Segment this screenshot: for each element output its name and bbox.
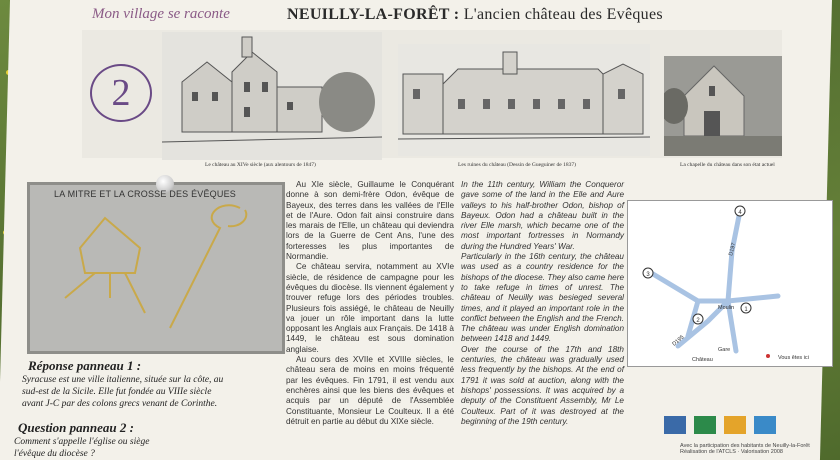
map-roads <box>628 201 832 366</box>
question-line: l'évêque du diocèse ? <box>14 449 95 459</box>
place-label: Château <box>692 357 713 363</box>
answer-line: avant J-C par des colons grecs venant de Corinthe. <box>22 399 218 409</box>
caption-castle-14th: Le château au XIVe siècle (aux alentours de 1847) <box>205 162 316 168</box>
footer-line: Avec la participation des habitants de Neuilly-la-Forêt <box>680 443 810 449</box>
map-legend: Vous êtes ici <box>778 355 809 361</box>
english-paragraph: Over the course of the 17th and 18th centuries, the château was gradually used less frequently by the bishops. At the end of 1791 it was sold at auction, along with the bishops' possessions. It was acquired by a deputy of the Constituent Assembly, Mr Le Coulteux. Part of it was destroyed at the beginning of the 19th century. <box>461 344 624 426</box>
location-map <box>627 200 833 367</box>
french-text-column <box>286 180 454 427</box>
logo-icon <box>694 416 716 434</box>
castle-14th-century-drawing <box>162 32 382 160</box>
place-label: Gare <box>718 347 731 353</box>
title-subject: L'ancien château des Evêques <box>459 6 663 23</box>
road-label: D197 <box>728 242 738 257</box>
mitre-and-crozier-engraving <box>50 198 260 338</box>
logo-icon <box>664 416 686 434</box>
chapel-photo <box>664 56 782 156</box>
place-label: Moulin <box>718 305 735 311</box>
map-marker: 2 <box>696 318 700 324</box>
footer-line: Réalisation de l'ATCLS · Valorisation 2008 <box>680 449 783 455</box>
caption-chapel: La chapelle du château dans son état actuel <box>680 162 775 168</box>
english-text-column <box>461 180 624 427</box>
sponsor-logos <box>664 416 784 440</box>
question-title: Question panneau 2 : <box>18 420 134 435</box>
english-paragraph: Particularly in the 16th century, the château was used as a country residence for the bishops of the diocese. They also came here to take refuge in times of unrest. The château of Neuilly was besieged several times, and it played an important role in the conflict between the English and the French. The château was under English domination between 1418 and 1449. <box>461 252 624 344</box>
french-paragraph: Au XIe siècle, Guillaume le Conquérant donne à son demi-frère Odon, évêque de Bayeux, des terres dans les vallées de l'Elle et de l'Aure. Odon fait ainsi construire dans les marais de l'Elle, un château qui deviendra lors de la Guerre de Cent Ans, l'une des forteresses les plus importantes de Normandie. <box>286 180 454 262</box>
question-text <box>14 436 149 460</box>
french-paragraph: Au cours des XVIIe et XVIIIe siècles, le château sera de moins en moins fréquenté par les évêques. Fin 1791, il est vendu aux enchères ainsi que les biens des évêques et acquis par un député de l'Assemblée Constituante, Monsieur Le Coulteux. Il a été détruit en partie au début du XIXe siècle. <box>286 355 454 426</box>
map-marker: 1 <box>744 307 748 313</box>
question-line: Comment s'appelle l'église ou siège <box>14 437 150 447</box>
page-title <box>287 6 663 24</box>
mitre-panel-title: LA MITRE ET LA CROSSE DES ÉVÊQUES <box>54 189 236 199</box>
crozier-icon <box>170 205 240 328</box>
road-label: D195 <box>671 334 686 348</box>
series-label: Mon village se raconte <box>92 6 230 22</box>
answer-text <box>22 374 223 410</box>
answer-title: Réponse panneau 1 : <box>28 358 142 373</box>
map-marker: 4 <box>738 210 742 216</box>
map-marker: 3 <box>646 272 650 278</box>
panel-number-badge: 2 <box>90 64 152 122</box>
title-village: NEUILLY-LA-FORÊT : <box>287 6 460 23</box>
french-paragraph: Ce château servira, notamment au XVIe siècle, de résidence de campagne pour les évêques du diocèse. Ils viennent également y trouver refuge lors des périodes troubles. Plusieurs fois assiégé, le château de Neuilly va jouer un rôle important dans la lutte opposant les Anglais aux Français. De 1418 à 1449, le château est sous domination anglaise. <box>286 262 454 354</box>
english-paragraph: In the 11th century, William the Conqueror gave some of the land in the Elle and Aure valleys to his half-brother Odon, bishop of Bayeux. Odon had a château built in the river Elle marsh, which became one of the most important fortresses in Normandy during the Hundred Years' War. <box>461 180 624 251</box>
logo-icon <box>724 416 746 434</box>
caption-ruins: Les ruines du château (Dessin de Gueguiner de 1837) <box>458 162 576 168</box>
mitre-icon <box>80 218 140 273</box>
logo-icon <box>754 416 776 434</box>
answer-line: sud-est de la Sicile. Elle fut fondée au VIIIe siècle <box>22 387 212 397</box>
castle-ruins-drawing <box>398 44 650 156</box>
you-are-here-icon <box>766 354 770 358</box>
footer-credits <box>680 443 810 455</box>
answer-line: Syracuse est une ville italienne, située sur la côte, au <box>22 375 224 385</box>
